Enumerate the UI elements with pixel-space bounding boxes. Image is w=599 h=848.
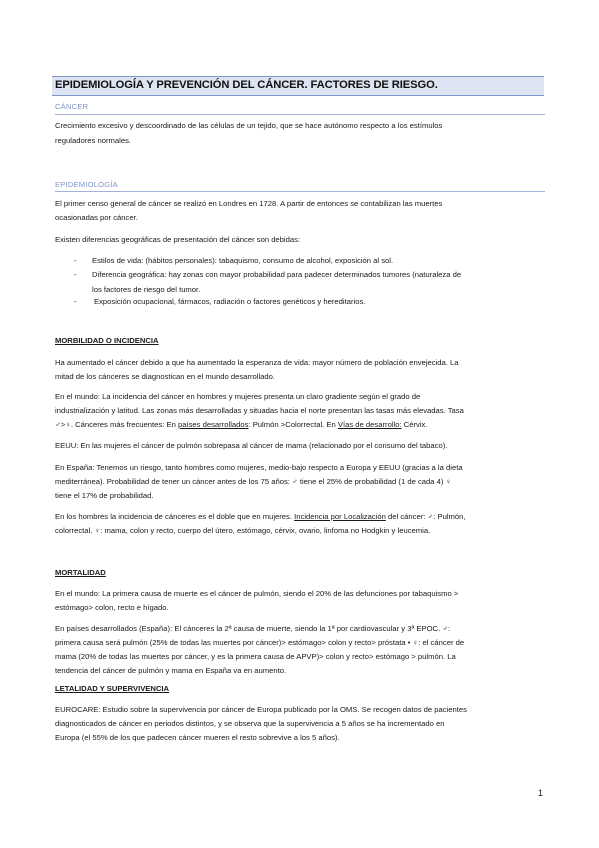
morb-paragraph-4-line-3: tiene el 17% de probabilidad. [55, 491, 154, 500]
epi-paragraph-1-line-2: ocasionadas por cáncer. [55, 213, 138, 222]
morb-p5-text-c: del cáncer: ♂: Pulmón, [385, 512, 466, 521]
morb-paragraph-2-line-1: En el mundo: La incidencia del cáncer en hombres y mujeres presenta un claro gradiente según el grado de [55, 392, 421, 401]
morb-paragraph-4-line-2: mediterránea). Probabilidad de tener un cáncer antes de los 75 años: ♂ tiene el 25% de probabilidad (1 de cada 4) ♀ [55, 477, 452, 486]
epi-paragraph-2: Existen diferencias geográficas de presentación del cáncer son debidas: [55, 235, 301, 244]
section-rule-epidemiologia [55, 191, 545, 192]
epi-bullet-3-text: Exposición ocupacional, fármacos, radiación o factores genéticos y hereditarios. [94, 297, 366, 306]
cancer-definition-line-1: Crecimiento excesivo y descoordinado de las células de un tejido, que se hace autónomo respecto a los estímulos [55, 121, 443, 130]
mort-paragraph-2-line-1: En países desarrollados (España): El cánceres la 2ª causa de muerte, siendo la 1ª por cardiovascular y 3ª EPOC. ♂: [55, 624, 451, 633]
subheading-letalidad: LETALIDAD Y SUPERVIVENCIA [55, 684, 170, 693]
page-number: 1 [538, 788, 544, 798]
morb-paragraph-5-line-1 [55, 510, 543, 525]
cancer-definition-line-2: reguladores normales. [55, 136, 132, 145]
link-paises-desarrollados: países desarrollados [177, 420, 249, 429]
morb-paragraph-3: EEUU: En las mujeres el cáncer de pulmón sobrepasa al cáncer de mama (relacionado por el consumo del tabaco). [55, 441, 448, 450]
morb-p2-text-e: Cérvix. [401, 420, 428, 429]
section-rule-cancer [55, 114, 545, 115]
epi-bullet-2-text-line-1: Diferencia geográfica: hay zonas con mayor probabilidad para padecer determinados tumores (naturaleza de [92, 270, 462, 279]
mort-paragraph-2-line-3: mama (20% de todas las muertes por cáncer, y es la primera causa de APVP)> colon y recto> estómago > pulmón. La [55, 652, 456, 661]
mort-paragraph-1-line-1: En el mundo: La primera causa de muerte es el cáncer de pulmón, siendo el 20% de las defunciones por tabaquismo > [55, 589, 459, 598]
morb-paragraph-1-line-1: Ha aumentado el cáncer debido a que ha aumentado la esperanza de vida: mayor número de población envejecida. La [55, 358, 459, 367]
morb-p5-text-a: En los hombres la incidencia de cánceres es el doble que en mujeres. [55, 512, 295, 521]
epi-paragraph-1-line-1: El primer censo general de cáncer se realizó en Londres en 1728. A partir de entonces se contabilizan las muertes [55, 199, 443, 208]
bullet-dash: - [74, 297, 77, 306]
subheading-mortalidad: MORTALIDAD [55, 568, 106, 577]
section-heading-epidemiologia: EPIDEMIOLOGÍA [55, 180, 118, 189]
mort-paragraph-2-line-4: tendencia del cáncer de pulmón y mama en España va en aumento. [55, 666, 287, 675]
morb-paragraph-2-line-2: industrialización y latitud. Las zonas más desarrolladas y situadas hacia el norte presentan las tasas más elevadas. Tasa [55, 406, 464, 415]
link-vias-de-desarrollo: Vías de desarrollo: [337, 420, 402, 429]
let-paragraph-1-line-3: Europa (el 55% de los que padecen cáncer mueren el resto sobrevive a los 5 años). [55, 733, 340, 742]
morb-paragraph-5-line-2: colorrectal. ♀: mama, colon y recto, cuerpo del útero, estómago, cérvix, ovario, linfoma no Hodgkin y leucemia. [55, 526, 431, 535]
morb-p2-text-a: ♂>♀. Cánceres más frecuentes: En [55, 420, 178, 429]
morb-paragraph-4-line-1: En España: Tenemos un riesgo, tanto hombres como mujeres, medio-bajo respecto a Europa y EEUU (gracias a la dieta [55, 463, 463, 472]
epi-bullet-2-text-line-2: los factores de riesgo del tumor. [92, 285, 201, 294]
section-heading-cancer: CÁNCER [55, 102, 89, 111]
epi-bullet-1-text: Estilos de vida: (hábitos personales): tabaquismo, consumo de alcohol, exposición al sol. [92, 256, 394, 265]
morb-p2-text-c: : Pulmón >Colorrectal. En [248, 420, 338, 429]
title-banner [52, 76, 544, 96]
bullet-dash: - [74, 256, 77, 265]
subheading-morbilidad: MORBILIDAD O INCIDENCIA [55, 336, 159, 345]
mort-paragraph-2-line-2: primera causa será pulmón (25% de todas las muertes por cáncer)> estómago> colon y recto> próstata • ♀: el cáncer de [55, 638, 465, 647]
mort-paragraph-1-line-2: estómago> colon, recto e hígado. [55, 603, 169, 612]
morb-paragraph-1-line-2: mitad de los cánceres se diagnostican en el mundo desarrollado. [55, 372, 276, 381]
let-paragraph-1-line-1: EUROCARE: Estudio sobre la supervivencia por cáncer de Europa publicado por la OMS. Se recogen datos de pacientes [55, 705, 467, 714]
link-incidencia-por-localizacion: Incidencia por Localización [294, 512, 386, 521]
let-paragraph-1-line-2: diagnosticados de cáncer en periodos distintos, y se observa que la supervivencia a 5 años se ha incrementado en [55, 719, 445, 728]
page-title: EPIDEMIOLOGÍA Y PREVENCIÓN DEL CÁNCER. FACTORES DE RIESGO. [55, 79, 438, 91]
bullet-dash: - [74, 270, 77, 279]
morb-paragraph-2-line-3 [55, 418, 543, 433]
